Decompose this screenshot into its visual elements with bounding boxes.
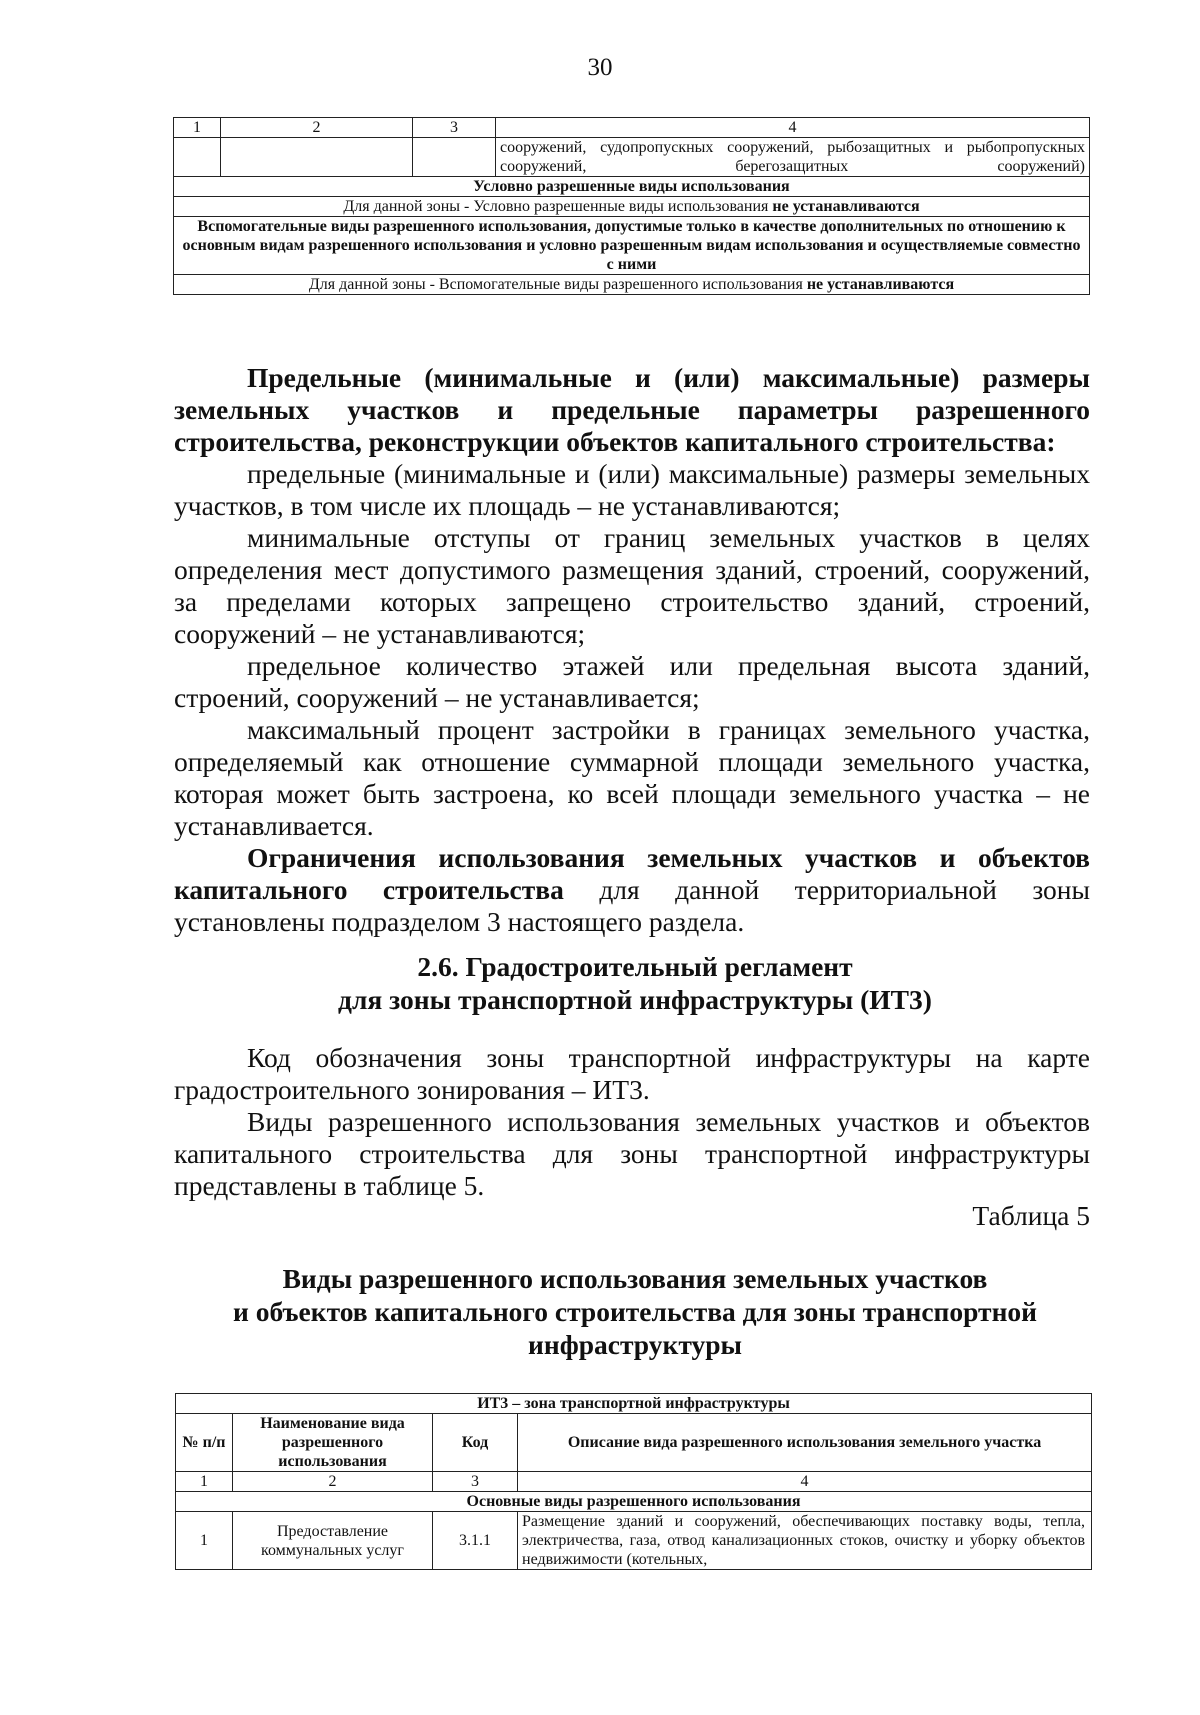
table-title <box>0 1262 1200 1361</box>
table-row <box>176 1492 1092 1512</box>
header-cell: № п/п <box>176 1414 233 1472</box>
limits-item: предельное количество этажей или предельная высота зданий, строений, сооружений – не устанавливается; <box>174 650 1090 713</box>
row-code: 3.1.1 <box>433 1512 518 1570</box>
table-5 <box>175 1393 1092 1570</box>
table-row <box>176 1512 1092 1570</box>
table-row <box>174 138 1090 177</box>
zone-title: ИТ3 – зона транспортной инфраструктуры <box>176 1394 1092 1414</box>
table-row <box>176 1472 1092 1492</box>
header-cell: Описание вида разрешенного использования земельного участка <box>518 1414 1092 1472</box>
col-number: 2 <box>233 1472 433 1492</box>
main-types-heading: Основные виды разрешенного использования <box>176 1492 1092 1512</box>
table-row <box>174 275 1090 295</box>
section-body <box>174 1042 1090 1202</box>
table-title-line: инфраструктуры <box>528 1329 742 1360</box>
table-row <box>174 217 1090 275</box>
table-label: Таблица 5 <box>972 1200 1090 1231</box>
page-number: 30 <box>587 54 613 81</box>
limits-section <box>174 362 1090 938</box>
top-table <box>173 117 1090 295</box>
row-description: Размещение зданий и сооружений, обеспечивающих поставку воды, тепла, электричества, газа, отвод канализационных стоков, очистку и уборку объектов недвижимости (котельных, <box>518 1512 1092 1570</box>
conditional-heading: Условно разрешенные виды использования <box>174 177 1090 197</box>
limits-item: максимальный процент застройки в границах земельного участка, определяемый как отношение суммарной площади земельного участка, которая может быть застроена, ко всей площади земельного участка – не устанавливается. <box>174 714 1090 841</box>
section-title-line: 2.6. Градостроительный регламент <box>417 951 853 982</box>
table-row <box>176 1394 1092 1414</box>
limits-item: минимальные отступы от границ земельных участков в целях определения мест допустимого размещения зданий, строений, сооружений, за пределами которых запрещено строительство зданий, строений, сооружений – не устанавливаются; <box>174 522 1090 649</box>
col-number: 2 <box>221 118 413 138</box>
table-header-row <box>176 1414 1092 1472</box>
row-name: Предоставление коммунальных услуг <box>233 1512 433 1570</box>
table-row <box>174 177 1090 197</box>
section-title-line: для зоны транспортной инфраструктуры (ИТ3) <box>338 984 932 1015</box>
table-title-line: и объектов капитального строительства для зоны транспортной <box>232 1296 1038 1327</box>
restrictions-bold: Ограничения использования земельных участков и объектов капитального строительства <box>174 842 1090 905</box>
limits-item: предельные (минимальные и (или) максимальные) размеры земельных участков, в том числе их площадь – не устанавливаются; <box>174 458 1090 521</box>
restrictions-rest: для данной территориальной зоны установлены подразделом 3 настоящего раздела. <box>174 874 1090 937</box>
col-number: 3 <box>413 118 496 138</box>
continuation-cell: сооружений, судопропускных сооружений, рыбозащитных и рыбопропускных сооружений, берегозащитных сооружений) <box>496 138 1090 177</box>
header-cell: Код <box>433 1414 518 1472</box>
auxiliary-note-text: Для данной зоны - Вспомогательные виды разрешенного использования <box>308 276 803 293</box>
section-paragraph: Виды разрешенного использования земельных участков и объектов капитального строительства для зоны транспортной инфраструктуры представлены в таблице 5. <box>174 1106 1090 1201</box>
section-title <box>0 950 1200 1016</box>
col-number: 1 <box>174 118 221 138</box>
col-number: 1 <box>176 1472 233 1492</box>
col-number: 3 <box>433 1472 518 1492</box>
col-number: 4 <box>518 1472 1092 1492</box>
table-title-line: Виды разрешенного использования земельных участков <box>282 1263 988 1294</box>
limits-heading: Предельные (минимальные и (или) максимальные) размеры земельных участков и предельные параметры разрешенного строительства, реконструкции объектов капитального строительства: <box>174 362 1090 457</box>
conditional-note-bold: не устанавливаются <box>772 198 920 215</box>
auxiliary-heading: Вспомогательные виды разрешенного использования, допустимые только в качестве дополнительных по отношению к основным видам разрешенного использования и условно разрешенным видам использования и осуществляемые совместно с ними <box>174 217 1090 275</box>
col-number: 4 <box>496 118 1090 138</box>
conditional-note <box>174 197 1090 217</box>
header-cell: Наименование вида разрешенного использования <box>233 1414 433 1472</box>
table-row <box>174 197 1090 217</box>
row-number: 1 <box>176 1512 233 1570</box>
auxiliary-note <box>174 275 1090 295</box>
section-paragraph: Код обозначения зоны транспортной инфраструктуры на карте градостроительного зонирования – ИТ3. <box>174 1042 1090 1105</box>
table-row <box>174 118 1090 138</box>
restrictions-paragraph <box>174 842 1090 938</box>
conditional-note-text: Для данной зоны - Условно разрешенные виды использования <box>343 198 769 215</box>
auxiliary-note-bold: не устанавливаются <box>806 276 955 293</box>
